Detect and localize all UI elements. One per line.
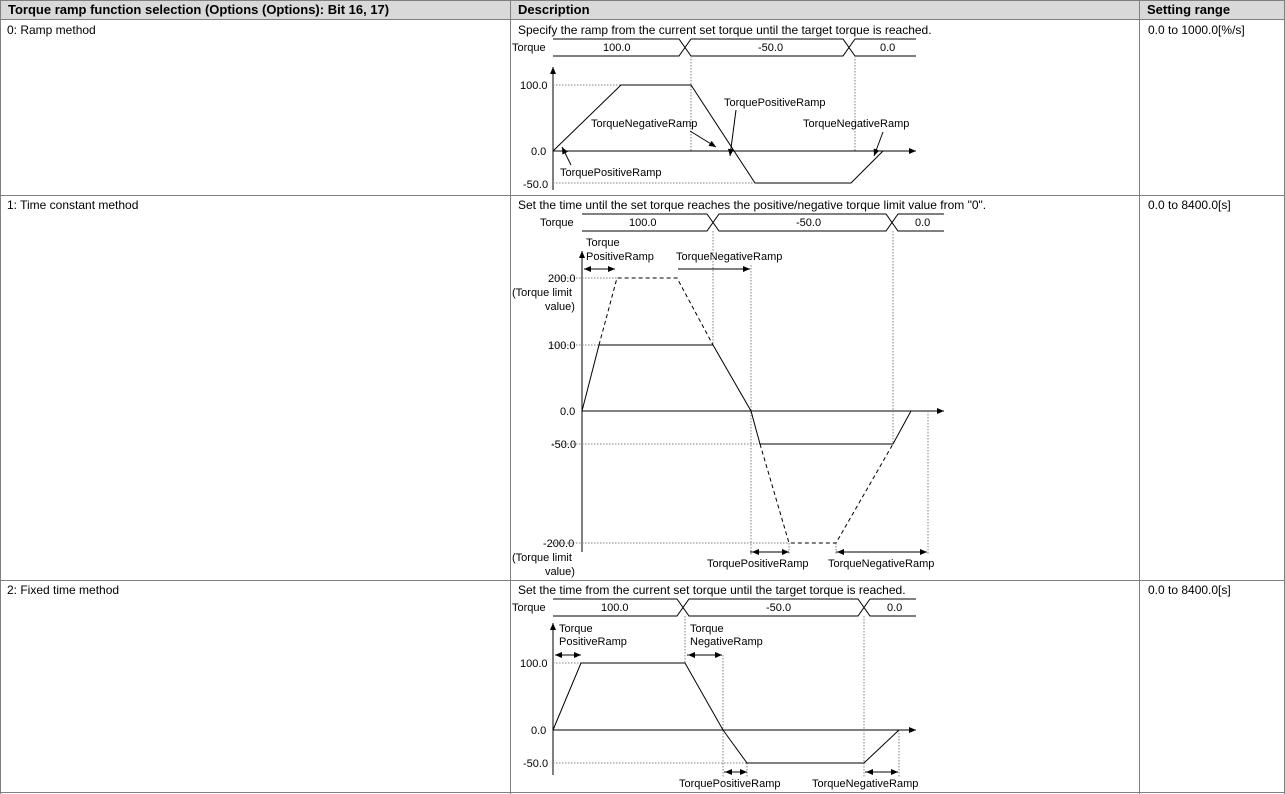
segment-value: 0.0	[887, 602, 903, 614]
ramp-label: TorquePositiveRamp	[724, 97, 826, 109]
segment-value: 0.0	[915, 217, 931, 229]
header-description: Description	[511, 1, 1139, 19]
ramp-label: TorqueNegativeRamp	[676, 251, 783, 263]
ramp-label: Torque	[559, 623, 593, 635]
ramp-method-diagram	[512, 39, 916, 191]
y-tick-label: 100.0	[520, 80, 548, 92]
row-description: Set the time until the set torque reaches the positive/negative torque limit value from "0".	[518, 198, 987, 212]
ramp-label: PositiveRamp	[559, 636, 627, 648]
ramp-label: TorquePositiveRamp	[679, 778, 781, 790]
ramp-label: NegativeRamp	[690, 636, 763, 648]
row-option: 2: Fixed time method	[7, 583, 120, 597]
row-range: 0.0 to 1000.0[%/s]	[1148, 23, 1245, 37]
segment-value: 100.0	[629, 217, 657, 229]
torque-label: Torque	[540, 217, 574, 229]
ramp-label: TorquePositiveRamp	[560, 167, 662, 179]
segment-value: 100.0	[603, 42, 631, 54]
ramp-label: TorqueNegativeRamp	[803, 118, 910, 130]
ramp-label: PositiveRamp	[586, 251, 654, 263]
row-description: Set the time from the current set torque until the target torque is reached.	[518, 583, 906, 597]
row-description: Specify the ramp from the current set torque until the target torque is reached.	[518, 23, 932, 37]
segment-value: 0.0	[880, 42, 896, 54]
y-tick-label-note: value)	[545, 301, 575, 313]
row-option: 1: Time constant method	[7, 198, 139, 212]
segment-value: -50.0	[796, 217, 822, 229]
header-setting-range: Setting range	[1140, 1, 1284, 19]
y-tick-label: 100.0	[520, 658, 548, 670]
time-constant-diagram	[512, 214, 944, 578]
segment-value: -50.0	[766, 602, 792, 614]
y-tick-label: -50.0	[523, 758, 549, 770]
segment-value: -50.0	[758, 42, 784, 54]
y-tick-label-note: (Torque limit	[512, 552, 572, 564]
guide-lines	[552, 231, 928, 555]
leader-line	[562, 147, 571, 165]
row-range: 0.0 to 8400.0[s]	[1148, 583, 1231, 597]
y-tick-label: -50.0	[523, 179, 549, 191]
ramp-label: TorquePositiveRamp	[707, 558, 809, 570]
y-tick-label: 0.0	[531, 146, 547, 158]
torque-waveform	[582, 345, 911, 444]
leader-line	[690, 131, 716, 147]
torque-label: Torque	[512, 602, 546, 614]
y-tick-label: 200.0	[548, 273, 576, 285]
y-tick-label-note: (Torque limit	[512, 287, 572, 299]
torque-label: Torque	[512, 42, 546, 54]
header-option: Torque ramp function selection (Options (Options): Bit 16, 17)	[1, 1, 510, 19]
y-tick-label: -50.0	[551, 439, 577, 451]
y-tick-label: 0.0	[531, 725, 547, 737]
ramp-label: TorqueNegativeRamp	[591, 118, 698, 130]
y-tick-label: -200.0	[543, 538, 575, 550]
ramp-label: Torque	[690, 623, 724, 635]
row-option: 0: Ramp method	[7, 23, 96, 37]
ramp-label: TorqueNegativeRamp	[812, 778, 919, 790]
segment-value: 100.0	[601, 602, 629, 614]
torque-waveform	[553, 663, 899, 763]
y-tick-label: 100.0	[548, 340, 576, 352]
ramp-label: Torque	[586, 237, 620, 249]
y-tick-label: 0.0	[560, 406, 576, 418]
row-range: 0.0 to 8400.0[s]	[1148, 198, 1231, 212]
ramp-label: TorqueNegativeRamp	[828, 558, 935, 570]
y-tick-label-note: value)	[545, 566, 575, 578]
fixed-time-diagram	[512, 599, 918, 790]
